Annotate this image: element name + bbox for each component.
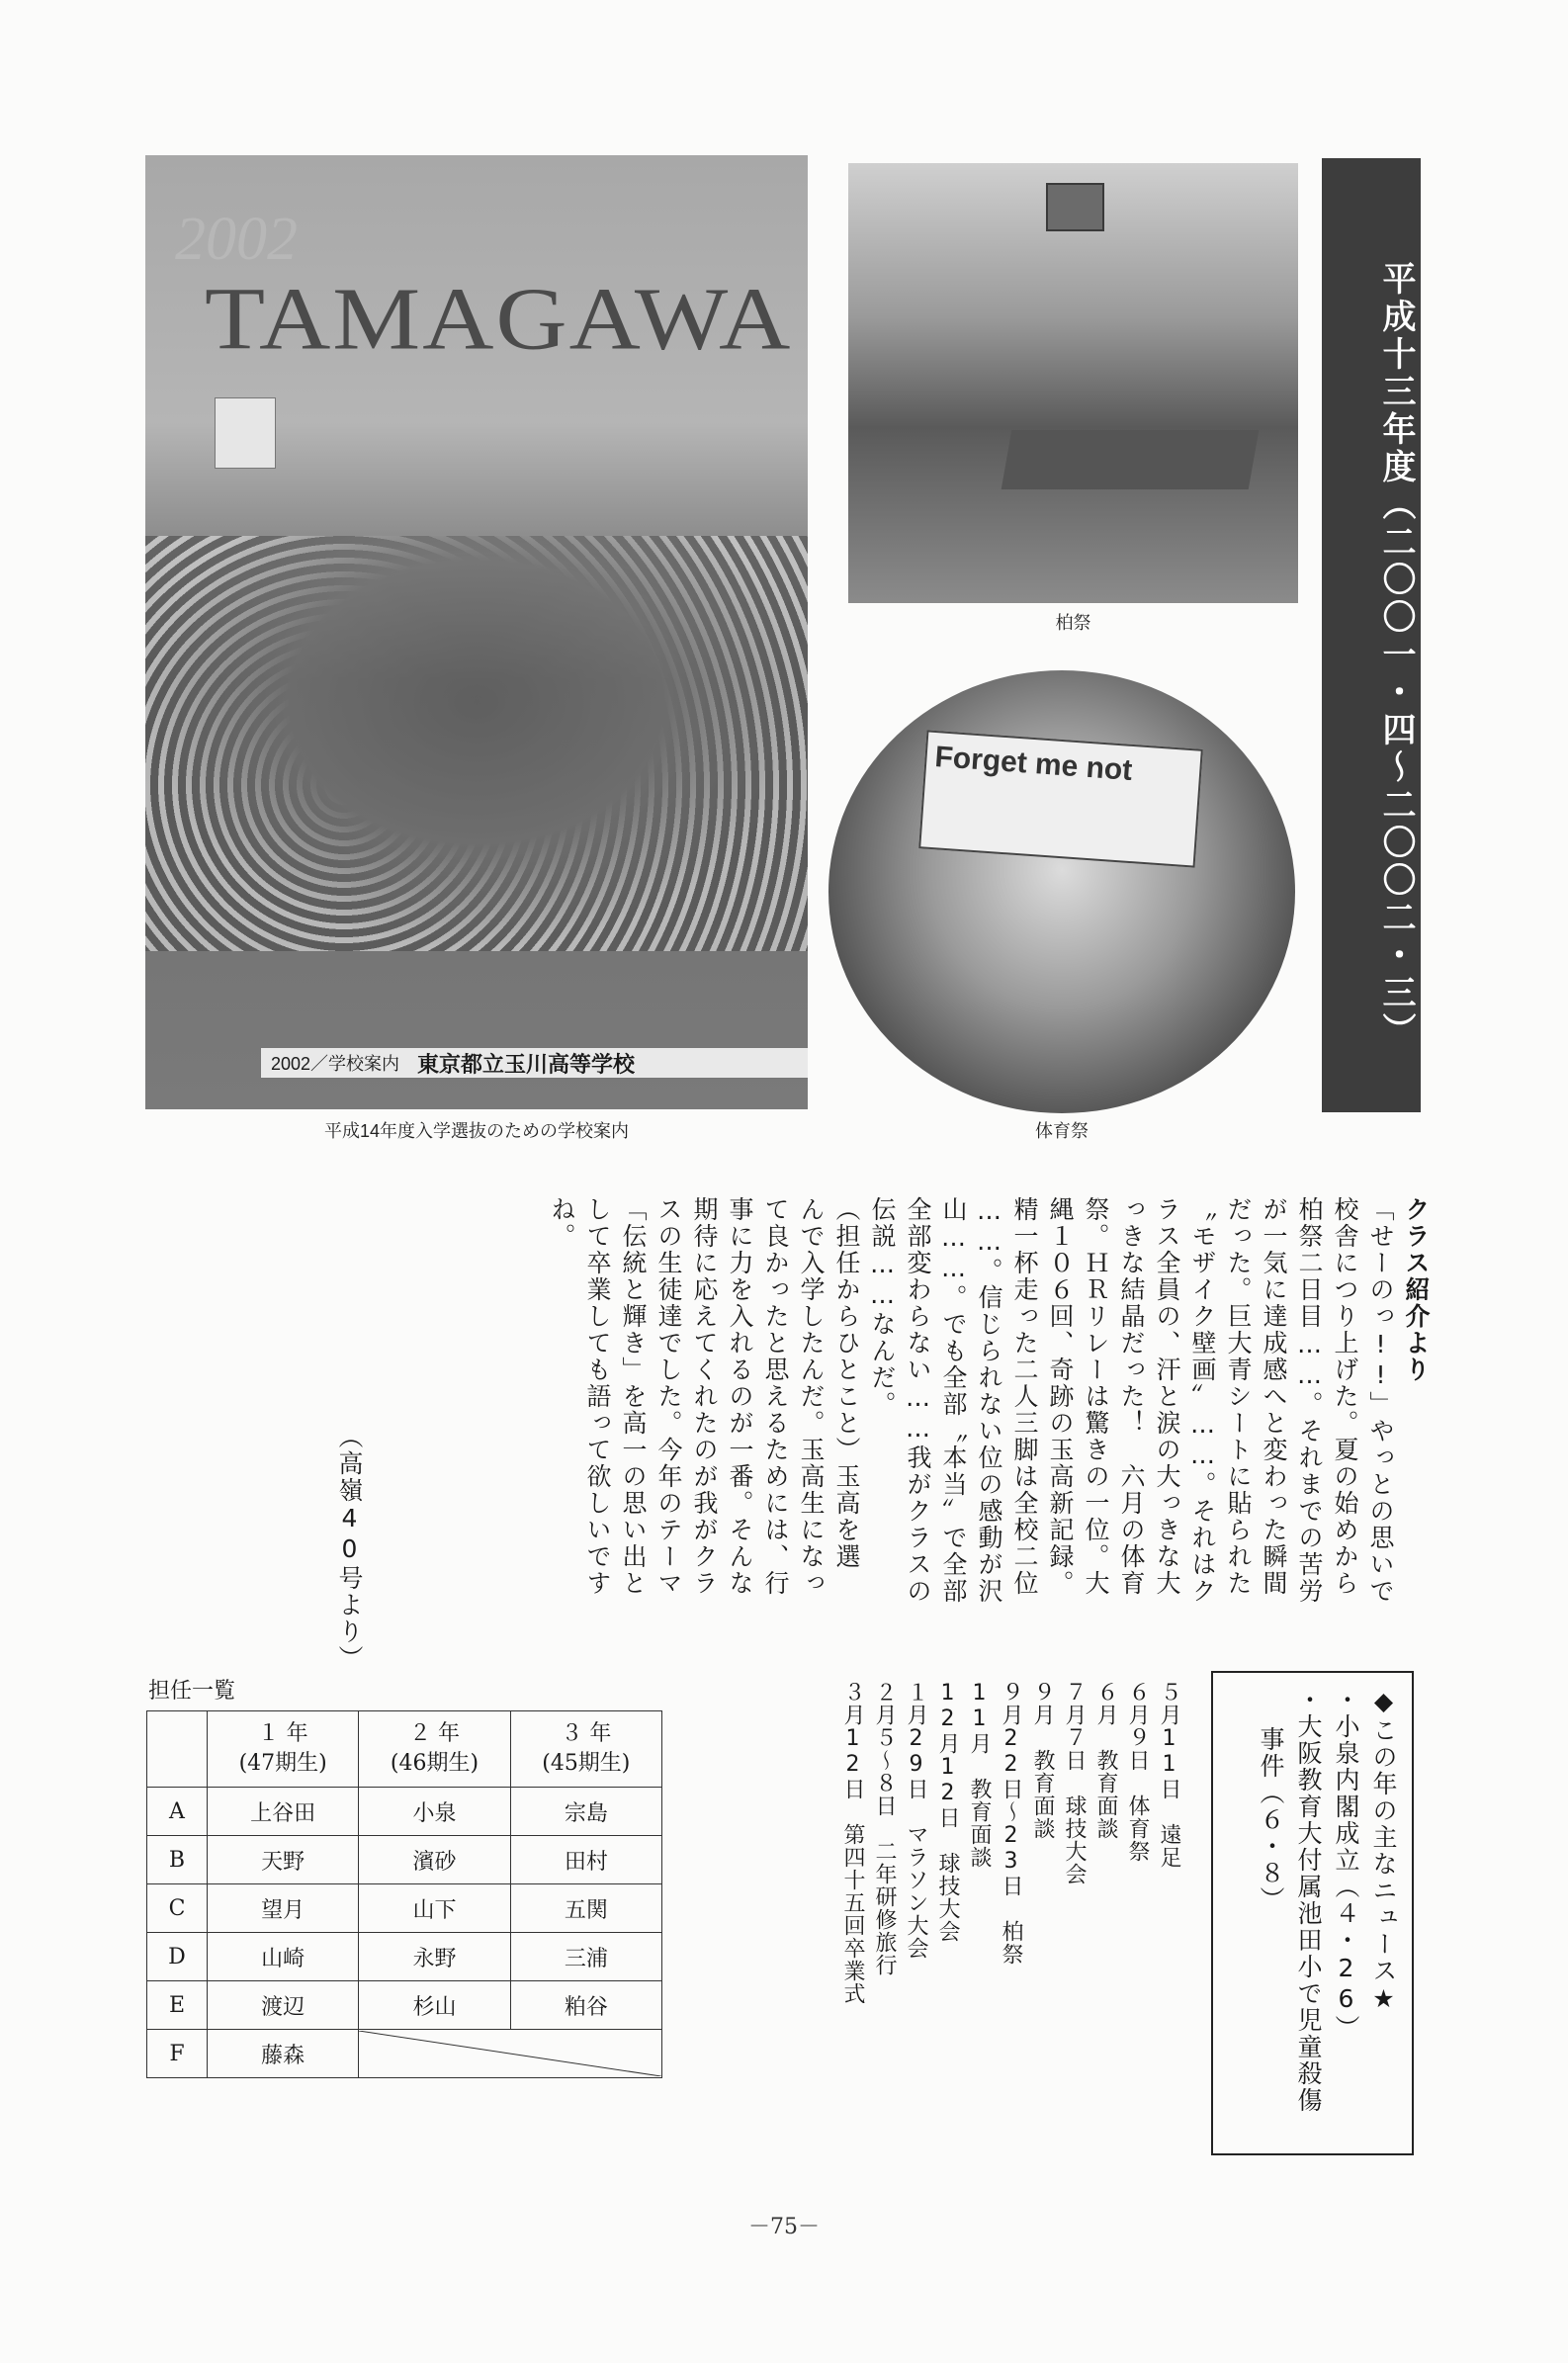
class-cell: D: [147, 1933, 208, 1981]
class-intro-line: 祭。ＨＲリレーは驚きの一位。大: [1082, 1196, 1110, 1597]
column-header-year2: [359, 1711, 510, 1788]
tv-monitor: [1046, 183, 1104, 231]
table-row: [147, 1836, 662, 1884]
class-cell: E: [147, 1981, 208, 2030]
kashiwa-festival-photo: [848, 163, 1298, 603]
empty-diagonal-cell: [359, 2030, 662, 2078]
forget-me-not-sign: [918, 730, 1203, 867]
class-intro-line: だった。巨大青シートに貼られた: [1224, 1196, 1253, 1597]
teachers-title: 担任一覧: [148, 1679, 236, 1704]
class-intro-line: 柏祭二日目……。それまでの苦労: [1295, 1196, 1324, 1605]
table-header-row: [147, 1711, 662, 1788]
class-intro-heading: クラス紹介より: [1402, 1196, 1431, 1383]
teacher-cell: 上谷田: [208, 1788, 359, 1836]
event-item: 11月 教育面談: [967, 1681, 992, 1869]
class-intro-line: 「せーのっ!!」やっとの思いで: [1366, 1196, 1395, 1605]
grade-label: １ 年: [257, 1721, 308, 1746]
class-cell: C: [147, 1884, 208, 1933]
event-item: ６月９日 体育祭: [1125, 1681, 1150, 1863]
table-row: [147, 1981, 662, 2030]
class-intro-line: ね。: [548, 1196, 576, 1250]
news-item: ・小泉内閣成立（４・26）: [1332, 1687, 1360, 2042]
class-intro-line: 全部変わらない……我がクラスの: [904, 1196, 932, 1605]
table-row: [147, 1933, 662, 1981]
news-item: ・大阪教育大付属池田小で児童殺傷: [1294, 1687, 1323, 2114]
class-intro-line: 伝説……なんだ。: [868, 1196, 897, 1418]
teacher-cell: 田村: [510, 1836, 661, 1884]
class-intro-line: 事に力を入れるのが一番。そんな: [726, 1196, 754, 1597]
class-intro-line: 〝モザイク壁画〟……。それはク: [1188, 1196, 1217, 1605]
class-intro-line: （担任からひとこと）玉高を選: [832, 1196, 861, 1570]
class-intro-line: して卒業しても語って欲しいです: [583, 1196, 612, 1597]
event-item: ７月７日 球技大会: [1062, 1681, 1087, 1885]
grade-label: ２ 年: [408, 1721, 460, 1746]
class-intro-line: が一気に達成感へと変わった瞬間: [1260, 1196, 1288, 1597]
page-number: －75－: [748, 2215, 820, 2239]
class-cell: B: [147, 1836, 208, 1884]
class-intro-body: [544, 1196, 1398, 1621]
event-item: １月29日 マラソン大会: [904, 1681, 928, 1960]
class-intro-line: 精一杯走った二人三脚は全校二位: [1010, 1196, 1039, 1597]
news-box: [1211, 1671, 1414, 2155]
event-list: [749, 1681, 1184, 2136]
teacher-cell: 永野: [359, 1933, 510, 1981]
teacher-cell: 藤森: [208, 2030, 359, 2078]
table-corner: [147, 1711, 208, 1788]
news-heading: ◆この年の主なニュース★: [1369, 1687, 1398, 2015]
class-intro-line: 期待に応えてくれたのが我がクラ: [690, 1196, 719, 1597]
term-label: (46期生): [390, 1751, 479, 1776]
news-item: 事件（６・８）: [1257, 1726, 1285, 1913]
event-item: ３月12日 第四十五回卒業式: [840, 1681, 865, 2005]
teacher-cell: 望月: [208, 1884, 359, 1933]
cover-title: TAMAGAWA: [205, 269, 793, 369]
class-intro-line: ラス全員の、汗と涙の大っきな大: [1153, 1196, 1181, 1597]
teacher-cell: 山下: [359, 1884, 510, 1933]
signboard: [215, 397, 276, 469]
cover-caption: 平成14年度入学選抜のための学校案内: [323, 1121, 630, 1141]
teacher-cell: 粕谷: [510, 1981, 661, 2030]
sign-text: Forget me not: [933, 741, 1134, 787]
teacher-cell: 五関: [510, 1884, 661, 1933]
event-item: ９月22日〜23日 柏祭: [999, 1681, 1023, 1966]
school-brochure-cover-photo: [145, 155, 808, 1109]
grade-label: ３ 年: [561, 1721, 612, 1746]
teacher-cell: 三浦: [510, 1933, 661, 1981]
teachers-table: [146, 1710, 662, 2078]
cover-banner-school: 東京都立玉川高等学校: [417, 1051, 636, 1077]
year-title-bar: [1322, 158, 1421, 1112]
table-row: [147, 2030, 662, 2078]
class-cell: A: [147, 1788, 208, 1836]
sports-festival-caption: 体育祭: [1035, 1121, 1089, 1141]
year-title: 平成十三年度（二〇〇一・四〜二〇〇二・三）: [1376, 260, 1416, 1050]
class-cell: F: [147, 2030, 208, 2078]
teacher-cell: 濱砂: [359, 1836, 510, 1884]
teacher-cell: 宗島: [510, 1788, 661, 1836]
term-label: (47期生): [238, 1751, 327, 1776]
event-item: ２月５〜８日 二年研修旅行: [872, 1681, 897, 1976]
kashiwa-festival-caption: 柏祭: [1055, 613, 1091, 633]
sports-festival-photo: [828, 670, 1295, 1113]
teacher-cell: 杉山: [359, 1981, 510, 2030]
table: [1002, 430, 1260, 489]
class-intro-line: 縄１０６回、奇跡の玉高新記録。: [1046, 1196, 1075, 1597]
table-row: [147, 1884, 662, 1933]
class-intro-line: 山……。でも全部〝本当〟で全部: [939, 1196, 968, 1605]
diagonal-line: [359, 2031, 661, 2076]
cover-banner: [260, 1047, 808, 1079]
class-intro-line: て良かったと思えるためには、行: [761, 1196, 790, 1597]
table-row: [147, 1788, 662, 1836]
teacher-cell: 渡辺: [208, 1981, 359, 2030]
class-intro-line: スの生徒達でした。今年のテーマ: [654, 1196, 683, 1597]
event-item: 12月12日 球技大会: [935, 1681, 960, 1943]
column-header-year1: [208, 1711, 359, 1788]
column-header-year3: [510, 1711, 661, 1788]
event-item: ５月11日 遠足: [1157, 1681, 1181, 1869]
class-intro-line: んで入学したんだ。玉高生になっ: [797, 1196, 826, 1597]
term-label: (45期生): [542, 1751, 631, 1776]
class-intro-line: っきな結晶だった！ 六月の体育: [1117, 1196, 1146, 1597]
class-intro-source: （高嶺40号より）: [335, 1424, 364, 1672]
students-crowd: [145, 536, 808, 951]
teacher-cell: 山崎: [208, 1933, 359, 1981]
cover-year: 2002: [175, 206, 298, 273]
event-item: ９月 教育面談: [1030, 1681, 1055, 1840]
class-intro-line: ……。信じられない位の感動が沢: [975, 1196, 1003, 1605]
event-item: ６月 教育面談: [1093, 1681, 1118, 1840]
class-intro-line: 「伝統と輝き」を高一の思い出と: [619, 1196, 648, 1597]
teacher-cell: 小泉: [359, 1788, 510, 1836]
cover-banner-label: 2002／学校案内: [271, 1054, 400, 1074]
class-intro-line: 校舎につり上げた。夏の始めから: [1331, 1196, 1359, 1597]
teacher-cell: 天野: [208, 1836, 359, 1884]
class-intro: [356, 1196, 1434, 1621]
